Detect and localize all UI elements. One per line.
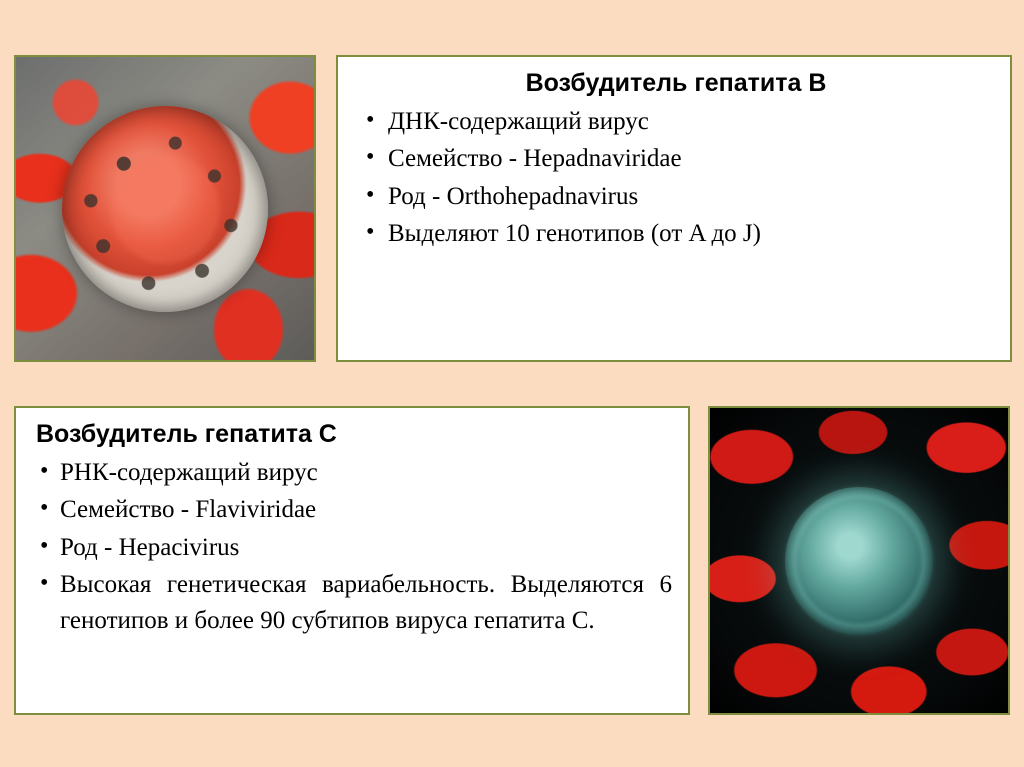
list-item: • Высокая генетическая вариабельность. Выделяются 6 генотипов и более 90 субтипов вируса гепатита С. xyxy=(32,567,672,638)
list-item: • ДНК-содержащий вирус xyxy=(358,104,994,140)
hepatitis-b-virus-image xyxy=(14,55,316,362)
list-item: • Семейство - Hepadnaviridae xyxy=(358,141,994,177)
hepatitis-b-bullet-list xyxy=(358,104,994,252)
virion-graphic xyxy=(785,487,933,635)
hepatitis-c-virus-image xyxy=(708,406,1010,715)
virion-graphic xyxy=(62,106,268,312)
hepatitis-c-text-box xyxy=(14,406,690,715)
list-item: • Род - Hepacivirus xyxy=(32,530,672,566)
hepatitis-b-text-box xyxy=(336,55,1012,362)
hepatitis-c-heading: Возбудитель гепатита С xyxy=(36,420,337,448)
list-item: • Род - Orthohepadnavirus xyxy=(358,179,994,215)
hepatitis-b-heading: Возбудитель гепатита В xyxy=(525,69,827,97)
hepatitis-c-bullet-list xyxy=(32,455,672,639)
list-item: • Выделяют 10 генотипов (от A до J) xyxy=(358,216,994,252)
list-item: • Семейство - Flaviviridae xyxy=(32,492,672,528)
list-item: • РНК-содержащий вирус xyxy=(32,455,672,491)
